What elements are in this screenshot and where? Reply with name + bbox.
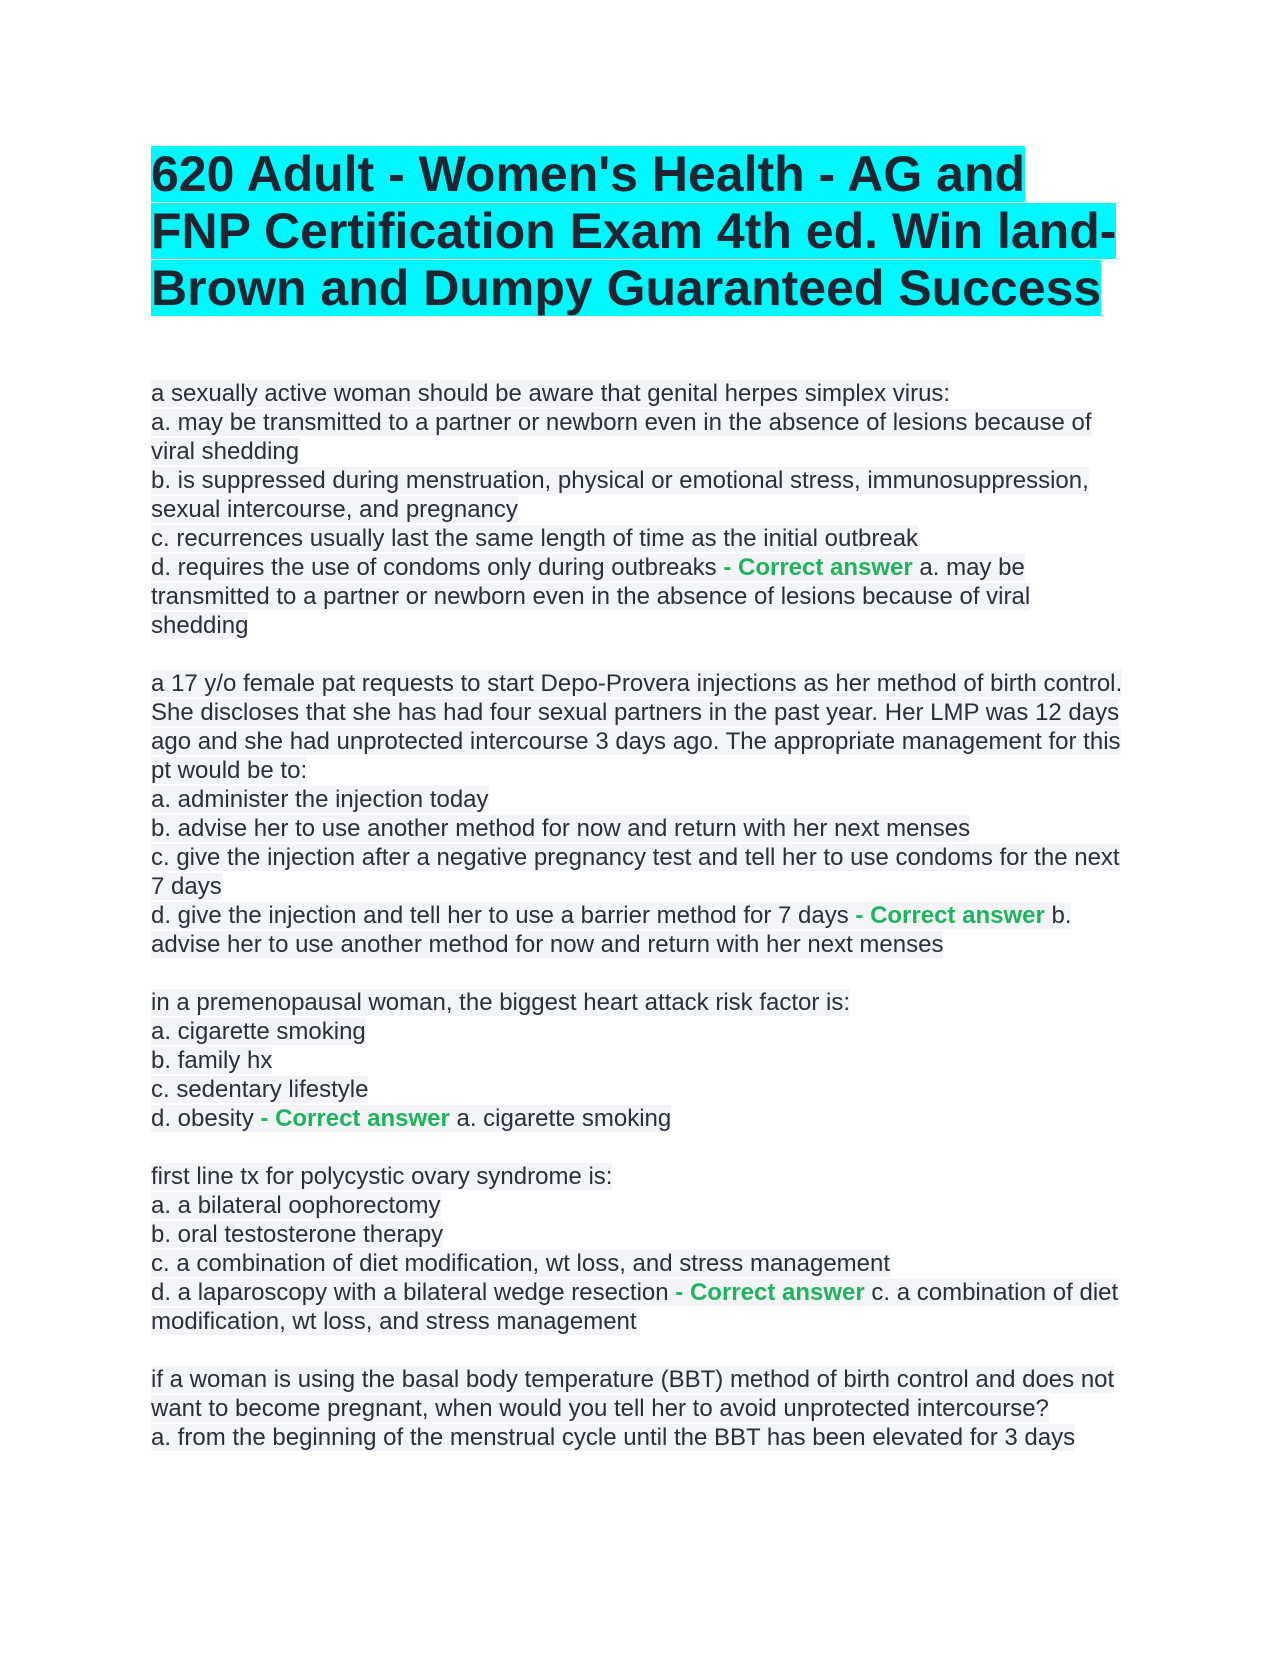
answer-option: [151, 1278, 1131, 1336]
answer-option: [151, 901, 1131, 959]
answer-option-text: b. advise her to use another method for now and return with her next menses: [151, 815, 971, 842]
answer-option-text: a. may be transmitted to a partner or newborn even in the absence of lesions because of viral shedding: [151, 409, 1092, 465]
answer-option-text: d. give the injection and tell her to use a barrier method for 7 days: [151, 902, 849, 929]
answer-option: [151, 785, 1131, 814]
correct-answer-text: c. a combination of diet modification, wt loss, and stress management: [151, 1279, 1119, 1335]
question-stem-text: a 17 y/o female pat requests to start Depo-Provera injections as her method of birth control. She discloses that she has had four sexual partners in the past year. Her LMP was 12 days ago and she had unprotected intercourse 3 days ago. The appropriate management for this pt would be to:: [151, 670, 1123, 784]
answer-option: [151, 1423, 1131, 1452]
answer-option-text: c. sedentary lifestyle: [151, 1076, 369, 1103]
answer-option-text: d. requires the use of condoms only during outbreaks: [151, 554, 717, 581]
question-block: [151, 988, 1131, 1133]
answer-option: [151, 1017, 1131, 1046]
correct-answer-text: a. may be transmitted to a partner or newborn even in the absence of lesions because of viral shedding: [151, 554, 1031, 639]
answer-option-text: a. a bilateral oophorectomy: [151, 1192, 441, 1219]
answer-option-text: b. family hx: [151, 1047, 273, 1074]
question-block: [151, 1162, 1131, 1336]
answer-option: [151, 814, 1131, 843]
answer-option-text: b. oral testosterone therapy: [151, 1221, 444, 1248]
document-title: [151, 146, 1131, 317]
correct-answer-label: - Correct answer: [716, 554, 920, 581]
correct-answer-label: - Correct answer: [668, 1279, 872, 1306]
correct-answer-text: a. cigarette smoking: [456, 1105, 672, 1132]
answer-option: [151, 1249, 1131, 1278]
answer-option-text: a. from the beginning of the menstrual cycle until the BBT has been elevated for 3 days: [151, 1424, 1076, 1451]
document-page: [151, 146, 1131, 1481]
question-list: [151, 379, 1131, 1452]
answer-option: [151, 466, 1131, 524]
answer-option: [151, 524, 1131, 553]
answer-option-text: c. recurrences usually last the same length of time as the initial outbreak: [151, 525, 919, 552]
answer-option: [151, 1104, 1131, 1133]
correct-answer-text: b. advise her to use another method for now and return with her next menses: [151, 902, 1072, 958]
answer-option: [151, 843, 1131, 901]
answer-option-text: c. give the injection after a negative pregnancy test and tell her to use condoms for the next 7 days: [151, 844, 1120, 900]
question-stem: [151, 379, 1131, 408]
question-stem-text: if a woman is using the basal body temperature (BBT) method of birth control and does not want to become pregnant, when would you tell her to avoid unprotected intercourse?: [151, 1366, 1115, 1422]
answer-option: [151, 1046, 1131, 1075]
question-stem: [151, 1162, 1131, 1191]
correct-answer-label: - Correct answer: [253, 1105, 457, 1132]
answer-option: [151, 1191, 1131, 1220]
answer-option: [151, 553, 1131, 640]
answer-option: [151, 408, 1131, 466]
document-title-text: 620 Adult - Women's Health - AG and FNP Certification Exam 4th ed. Win land-Brown and Dumpy Guaranteed Success: [151, 146, 1117, 316]
question-block: [151, 379, 1131, 640]
question-block: [151, 1365, 1131, 1452]
question-stem-text: a sexually active woman should be aware that genital herpes simplex virus:: [151, 380, 951, 407]
answer-option-text: a. cigarette smoking: [151, 1018, 366, 1045]
question-stem: [151, 1365, 1131, 1423]
answer-option: [151, 1075, 1131, 1104]
answer-option-text: d. a laparoscopy with a bilateral wedge resection: [151, 1279, 669, 1306]
answer-option-text: b. is suppressed during menstruation, physical or emotional stress, immunosuppression, sexual intercourse, and pregnancy: [151, 467, 1089, 523]
question-stem: [151, 988, 1131, 1017]
question-stem-text: in a premenopausal woman, the biggest heart attack risk factor is:: [151, 989, 851, 1016]
answer-option-text: d. obesity: [151, 1105, 254, 1132]
question-stem-text: first line tx for polycystic ovary syndrome is:: [151, 1163, 613, 1190]
question-stem: [151, 669, 1131, 785]
answer-option-text: a. administer the injection today: [151, 786, 489, 813]
correct-answer-label: - Correct answer: [848, 902, 1052, 929]
answer-option-text: c. a combination of diet modification, wt loss, and stress management: [151, 1250, 891, 1277]
answer-option: [151, 1220, 1131, 1249]
question-block: [151, 669, 1131, 959]
